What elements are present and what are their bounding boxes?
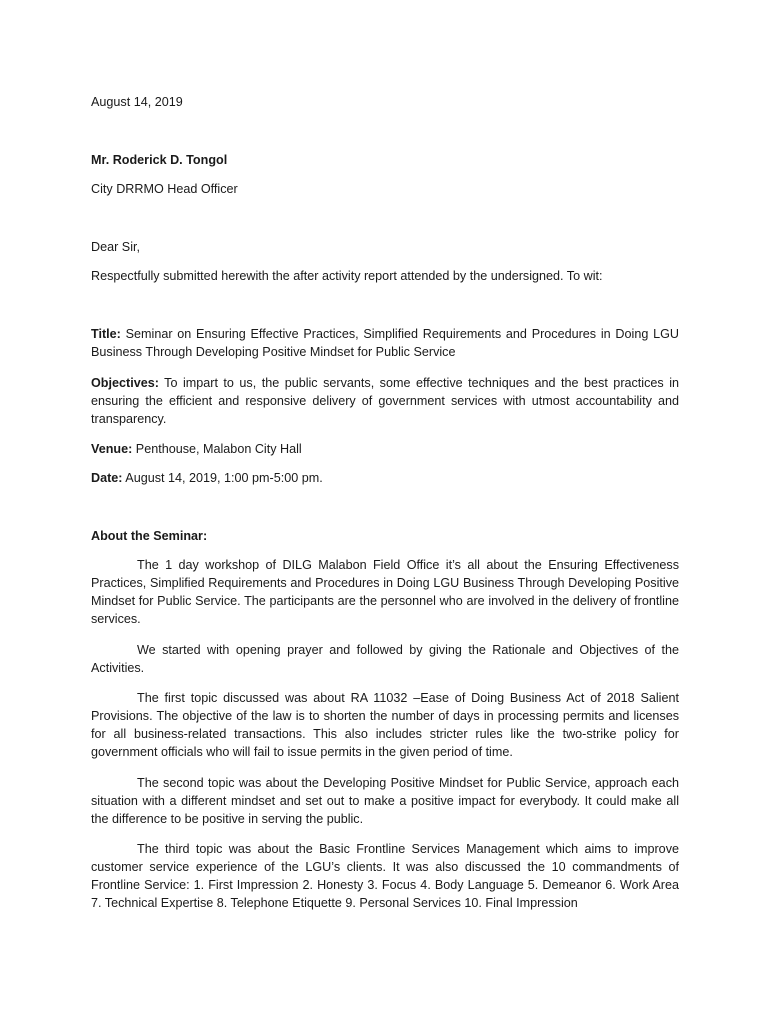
salutation: Dear Sir, bbox=[91, 240, 140, 254]
seminar-title bbox=[91, 325, 679, 361]
intro-sentence: Respectfully submitted herewith the after activity report attended by the undersigned. To wit: bbox=[91, 269, 603, 283]
body-paragraph: The third topic was about the Basic Frontline Services Management which aims to improve customer service experience of the LGU’s clients. It was also discussed the 10 commandments of Frontline Service: 1. First Impression 2. Honesty 3. Focus 4. Body Language 5. Demeanor 6. Work Area 7. Technical Expertise 8. Telephone Etiquette 9. Personal Services 10. Final Impression bbox=[91, 842, 679, 910]
letter-date: August 14, 2019 bbox=[91, 95, 183, 109]
recipient-name: Mr. Roderick D. Tongol bbox=[91, 153, 228, 167]
body-paragraph: The 1 day workshop of DILG Malabon Field Office it’s all about the Ensuring Effectiveness Practices, Simplified Requirements and Procedures in Doing LGU Business Through Developing Positive Mindset for Public Service. The participants are the personnel who are involved in the delivery of frontline services. bbox=[91, 558, 679, 626]
objectives-text: To impart to us, the public servants, some effective techniques and the best practices in ensuring the efficient and responsive delivery of government services with utmost accountability and transparency. bbox=[91, 376, 679, 426]
body-paragraph: The second topic was about the Developing Positive Mindset for Public Service, approach each situation with a different mindset and set out to make a positive impact for everybody. It could make all the difference to be positive in serving the public. bbox=[91, 776, 679, 826]
title-text: Seminar on Ensuring Effective Practices, Simplified Requirements and Procedures in Doing LGU Business Through Developing Positive Mindset for Public Service bbox=[91, 327, 679, 359]
seminar-date bbox=[91, 469, 323, 487]
body-paragraph: We started with opening prayer and followed by giving the Rationale and Objectives of the Activities. bbox=[91, 643, 679, 675]
title-label: Title: bbox=[91, 327, 121, 341]
recipient-title: City DRRMO Head Officer bbox=[91, 182, 238, 196]
about-heading: About the Seminar: bbox=[91, 529, 208, 543]
date-label: Date: bbox=[91, 471, 123, 485]
date-text: August 14, 2019, 1:00 pm-5:00 pm. bbox=[122, 471, 323, 485]
venue-text: Penthouse, Malabon City Hall bbox=[132, 442, 302, 456]
seminar-objectives bbox=[91, 374, 679, 428]
body-paragraph: The first topic discussed was about RA 11032 –Ease of Doing Business Act of 2018 Salient Provisions. The objective of the law is to shorten the number of days in processing permits and licenses for all business-related transactions. This also includes stricter rules like the two-strike policy for government officials who will fail to issue permits in the given period of time. bbox=[91, 691, 679, 759]
venue-label: Venue: bbox=[91, 442, 133, 456]
seminar-venue bbox=[91, 440, 302, 458]
objectives-label: Objectives: bbox=[91, 376, 159, 390]
